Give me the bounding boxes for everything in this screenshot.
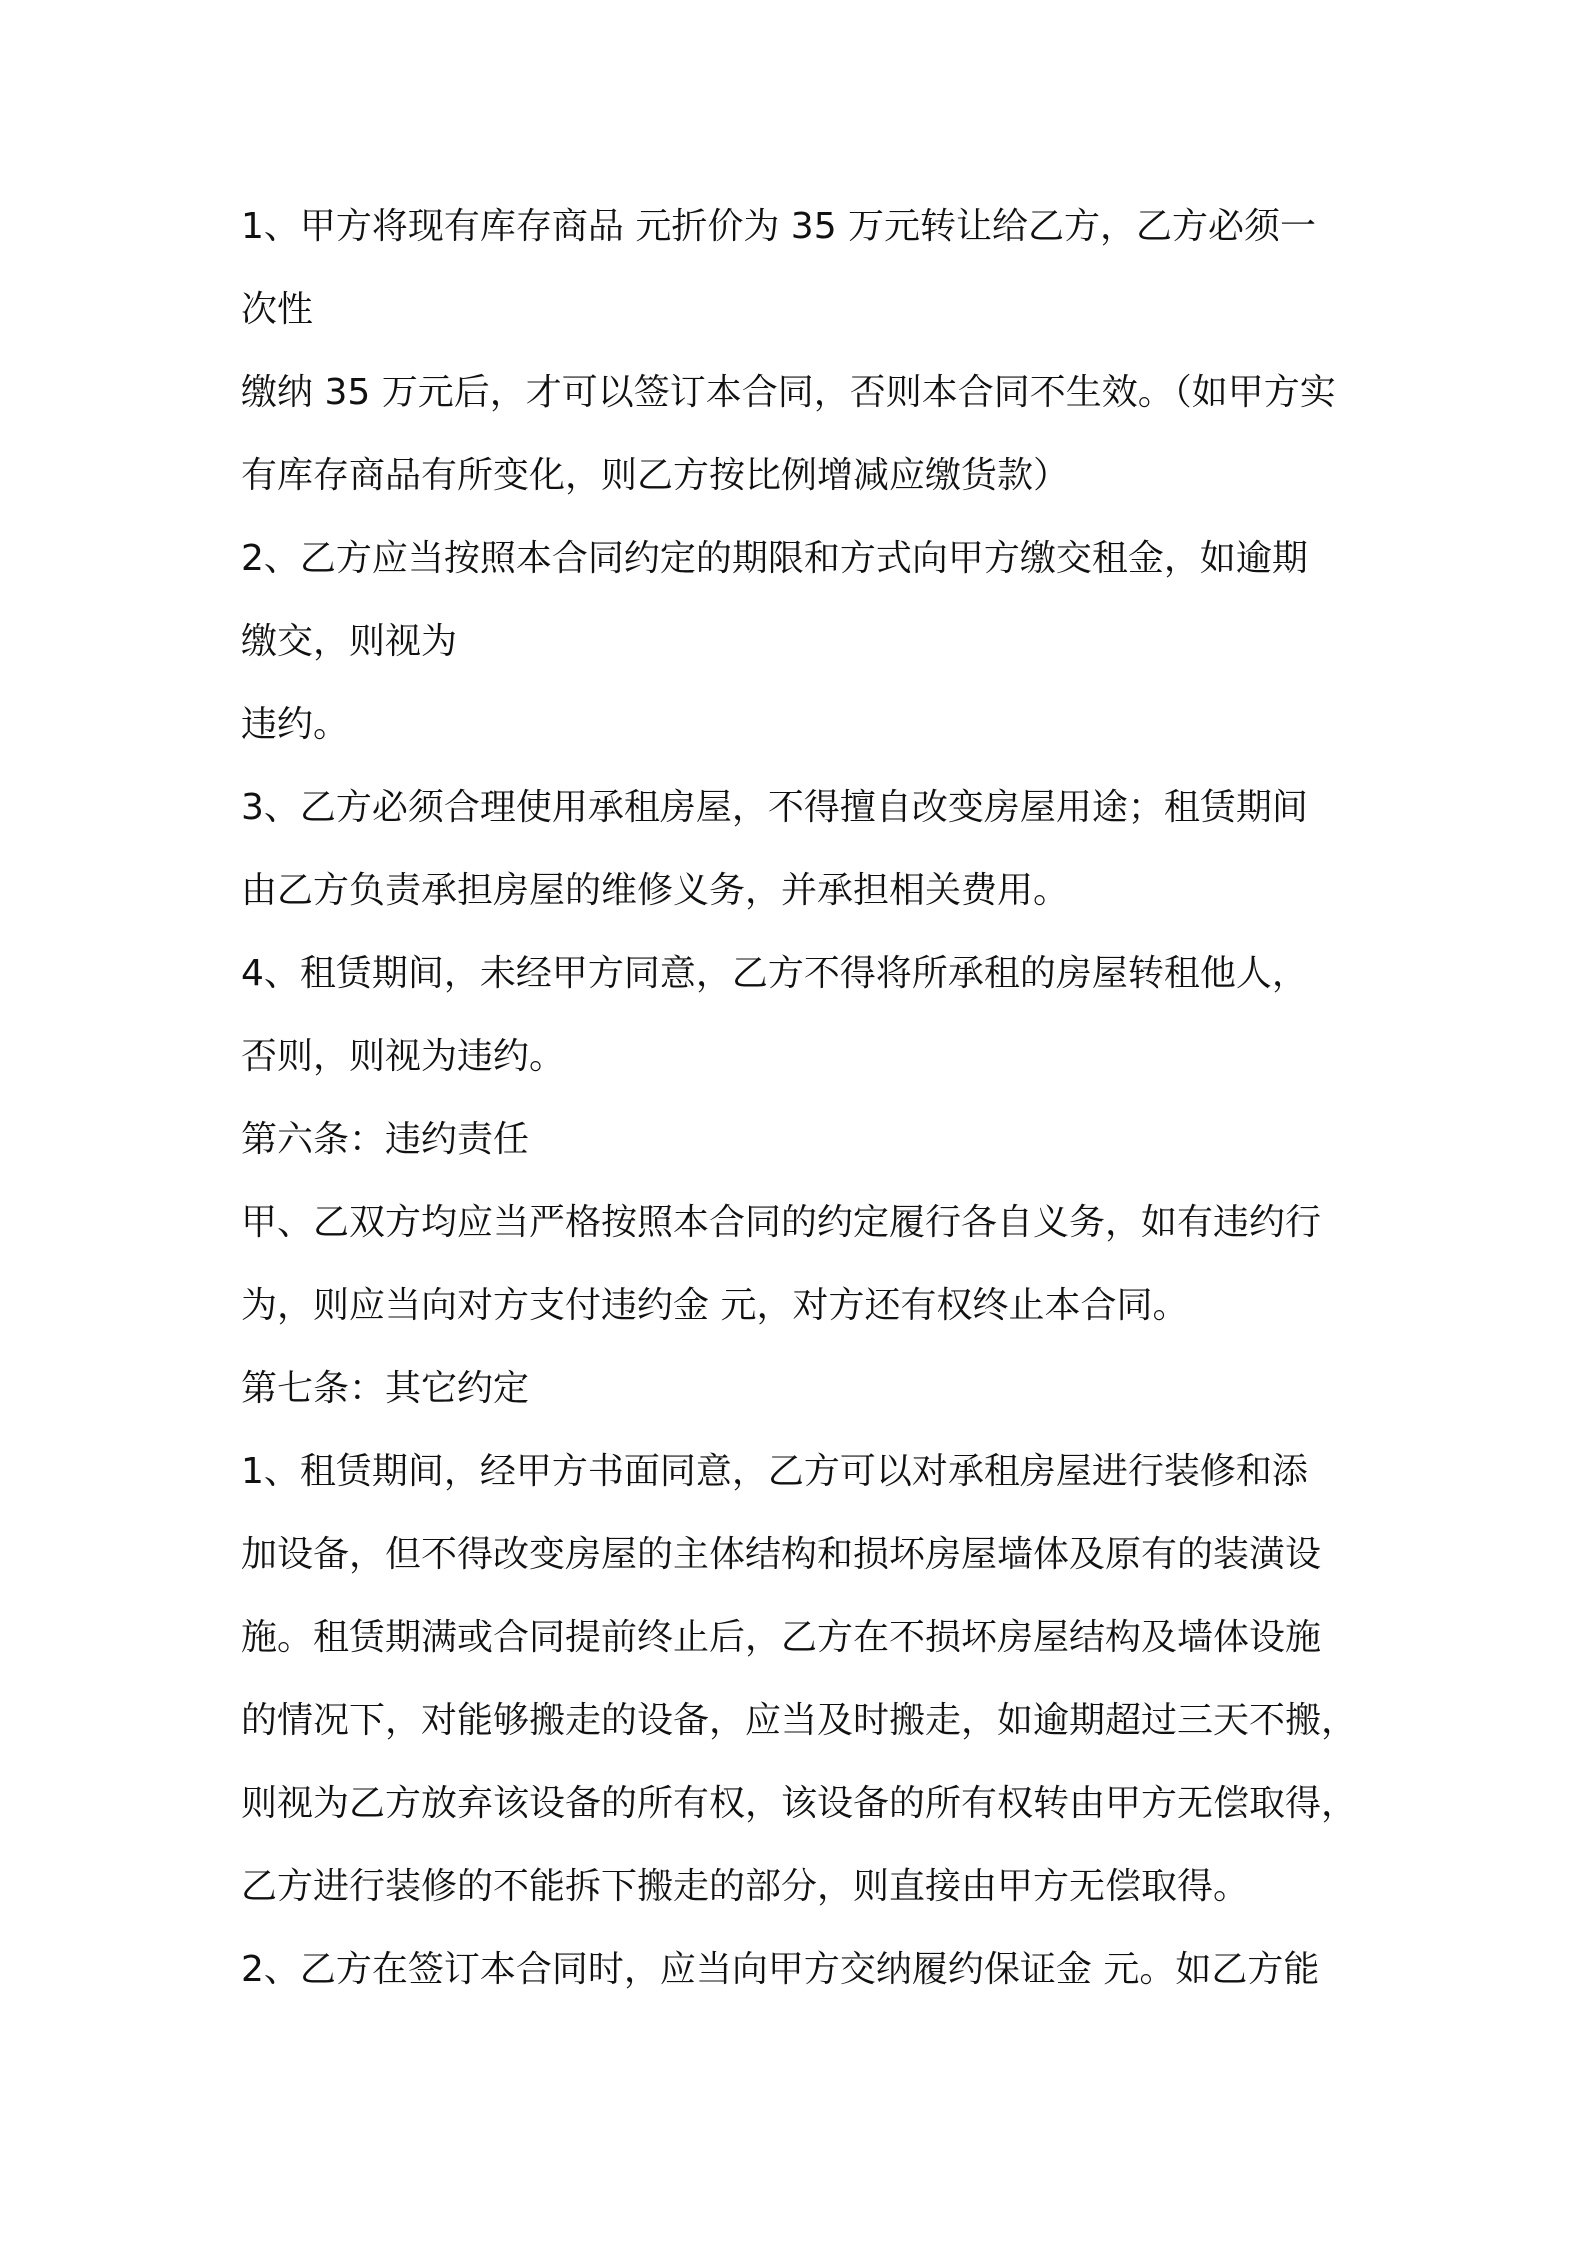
text-line: 违约。	[241, 704, 350, 745]
text-line: 2、乙方应当按照本合同约定的期限和方式向甲方缴交租金，如逾期	[241, 538, 1308, 579]
text-line: 施。租赁期满或合同提前终止后，乙方在不损坏房屋结构及墙体设施	[241, 1617, 1322, 1658]
text-line: 甲、乙双方均应当严格按照本合同的约定履行各自义务，如有违约行	[241, 1202, 1322, 1243]
text-line: 加设备，但不得改变房屋的主体结构和损坏房屋墙体及原有的装潢设	[241, 1534, 1322, 1575]
text-line: 有库存商品有所变化，则乙方按比例增减应缴货款）	[241, 455, 1070, 496]
text-line: 1、租赁期间，经甲方书面同意，乙方可以对承租房屋进行装修和添	[241, 1451, 1308, 1492]
text-line: 否则，则视为违约。	[241, 1036, 566, 1077]
text-line: 乙方进行装修的不能拆下搬走的部分，则直接由甲方无偿取得。	[241, 1866, 1250, 1907]
text-line: 缴纳 35 万元后，才可以签订本合同，否则本合同不生效。（如甲方实	[241, 372, 1336, 413]
text-line: 1、甲方将现有库存商品 元折价为 35 万元转让给乙方，乙方必须一	[241, 206, 1317, 247]
text-line: 次性	[241, 289, 314, 330]
text-line: 为，则应当向对方支付违约金 元，对方还有权终止本合同。	[241, 1285, 1189, 1326]
text-line: 3、乙方必须合理使用承租房屋，不得擅自改变房屋用途；租赁期间	[241, 787, 1308, 828]
text-line: 的情况下，对能够搬走的设备，应当及时搬走，如逾期超过三天不搬，	[241, 1700, 1358, 1741]
text-line: 缴交，则视为	[241, 621, 458, 662]
text-line: 2、乙方在签订本合同时，应当向甲方交纳履约保证金 元。如乙方能	[241, 1949, 1320, 1990]
section-heading: 第六条：违约责任	[241, 1119, 530, 1160]
text-line: 则视为乙方放弃该设备的所有权，该设备的所有权转由甲方无偿取得，	[241, 1783, 1358, 1824]
section-heading: 第七条：其它约定	[241, 1368, 530, 1409]
text-line: 4、租赁期间，未经甲方同意，乙方不得将所承租的房屋转租他人，	[241, 953, 1308, 994]
text-line: 由乙方负责承担房屋的维修义务，并承担相关费用。	[241, 870, 1070, 911]
